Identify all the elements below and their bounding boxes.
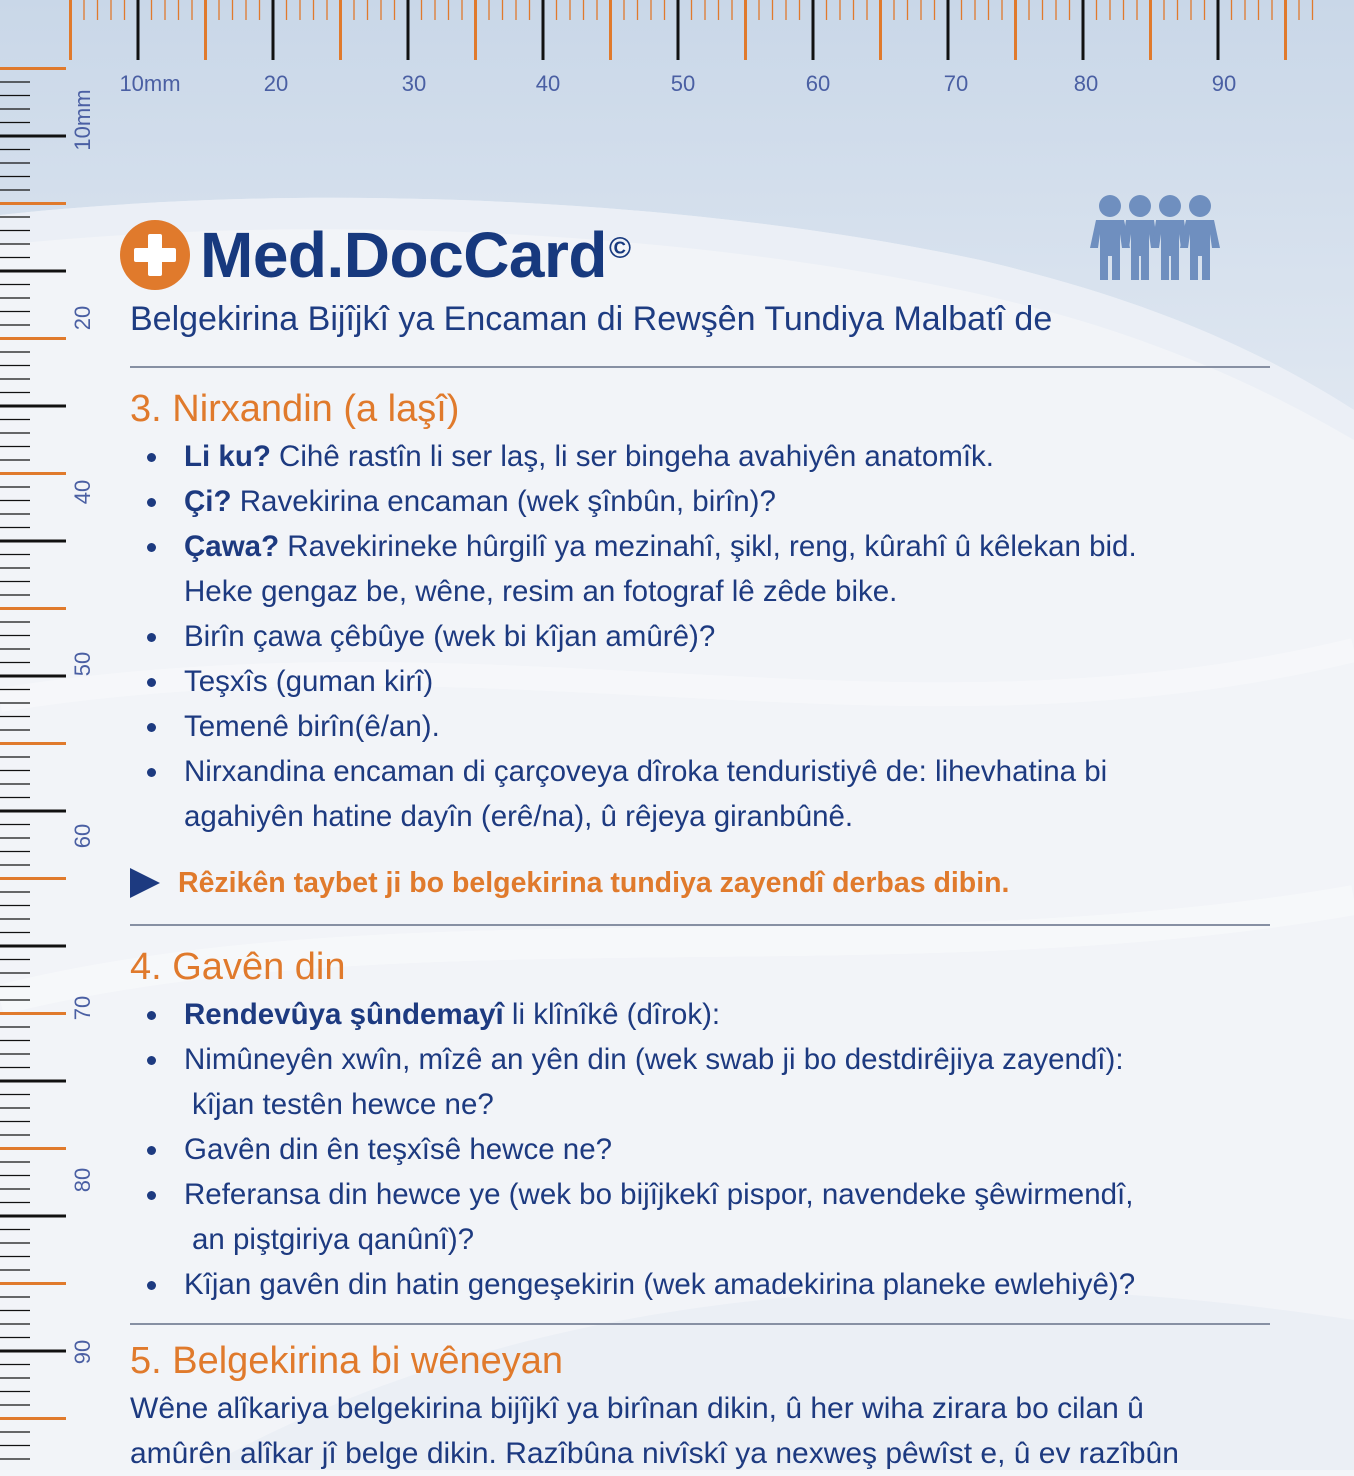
copyright-symbol: © [609,232,631,265]
divider [130,924,1270,926]
ruler-label: 40 [70,479,95,505]
list-item: Kîjan gavên din hatin gengeşekirin (wek amadekirina planeke ewlehiyê)? [130,1262,1280,1307]
ruler-label: 20 [263,71,289,96]
ruler-label: 60 [805,71,831,96]
section-4-list [130,992,1280,1307]
note-text: Rêzikên taybet ji bo belgekirina tundiya zayendî derbas dibin. [178,866,1010,899]
paragraph-line: amûrên alîkar jî belge dikin. Razîbûna nivîskî ya nexweş pêwîst e, û ev razîbûn [130,1437,1179,1470]
triangle-arrow-icon [128,866,162,900]
list-item: Temenê birîn(ê/an). [130,704,1280,749]
ruler-label: 70 [943,71,969,96]
ruler-label: 70 [70,995,95,1021]
medical-cross-icon [120,220,190,290]
list-item: Rendevûya şûndemayî li klînîkê (dîrok): [130,992,1280,1037]
list-item: Birîn çawa çêbûye (wek bi kîjan amûrê)? [130,614,1280,659]
list-item: Referansa din hewce ye (wek bo bijîjkekî pispor, navendeke şêwirmendî, an piştgiriya qanûnî)? [130,1172,1280,1262]
section-3-title: 3. Nirxandin (a laşî) [130,388,460,430]
list-item: Gavên din ên teşxîsê hewce ne? [130,1127,1280,1172]
divider [130,1323,1270,1325]
section-3-list [130,434,1280,839]
ruler-label: 30 [401,71,427,96]
list-item: Nirxandina encaman di çarçoveya dîroka tenduristiyê de: lihevhatina bi agahiyên hatine dayîn (erê/na), û rêjeya giranbûnê. [130,749,1280,839]
divider [130,366,1270,368]
ruler-unit-label: 10mm [119,71,181,96]
family-group-icon [1088,194,1222,282]
paragraph-line: Wêne alîkariya belgekirina bijîjkî ya birînan dikin, û her wiha zirara bo cilan û [130,1392,1144,1425]
list-item: Çi? Ravekirina encaman (wek şînbûn, birîn)? [130,479,1280,524]
ruler-label: 50 [670,71,696,96]
section-5-paragraph [130,1386,1310,1476]
list-item: Li ku? Cihê rastîn li ser laş, li ser bingeha avahiyên anatomîk. [130,434,1280,479]
section-5-title: 5. Belgekirina bi wêneyan [130,1340,564,1382]
section-4-title: 4. Gavên din [130,946,346,988]
list-item: Çawa? Ravekirineke hûrgilî ya mezinahî, şikl, reng, kûrahî û kêlekan bid. Heke gengaz be, wêne, resim an fotograf lê zêde bike. [130,524,1280,614]
ruler-label: 40 [535,71,561,96]
ruler-label: 60 [70,823,95,849]
list-item: Teşxîs (guman kirî) [130,659,1280,704]
ruler-unit-label: 10mm [70,89,95,151]
ruler-label: 80 [1073,71,1099,96]
list-item: Nimûneyên xwîn, mîzê an yên din (wek swab ji bo destdirêjiya zayendî): kîjan testên hewce ne? [130,1037,1280,1127]
ruler-label: 90 [70,1339,95,1365]
top-ruler [0,0,1354,110]
special-rules-note [128,866,1009,900]
left-ruler [0,0,110,1470]
logo-title: Med.DocCard© [200,219,631,291]
ruler-label: 50 [70,651,95,677]
ruler-label: 20 [70,305,95,331]
ruler-label: 80 [70,1167,95,1193]
ruler-label: 90 [1211,71,1237,96]
brand-logo [120,220,631,290]
subtitle: Belgekirina Bijîjkî ya Encaman di Rewşên Tundiya Malbatî de [130,300,1053,338]
